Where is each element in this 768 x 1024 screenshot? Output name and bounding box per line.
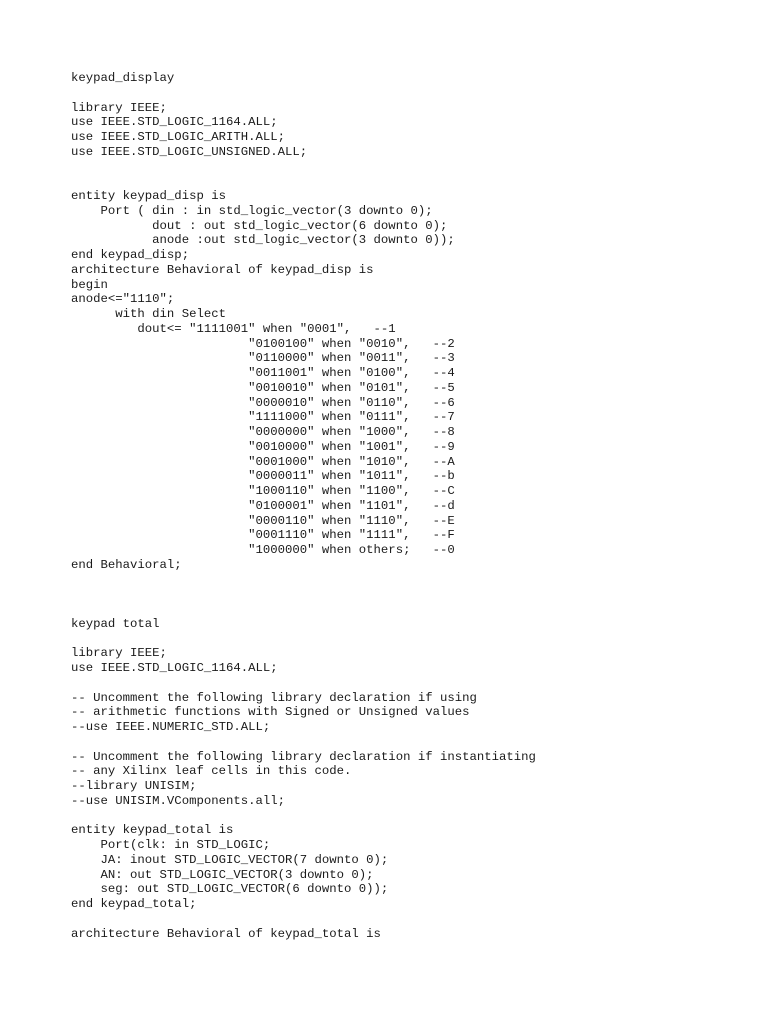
code-line: "0000000" when "1000", --8 (71, 425, 455, 439)
code-line: --use UNISIM.VComponents.all; (71, 793, 286, 808)
code-line: "0100100" when "0010", --2 (71, 336, 455, 351)
code-line: architecture Behavioral of keypad_disp is (71, 262, 374, 277)
code-line: -- arithmetic functions with Signed or Unsigned values (71, 705, 470, 720)
code-line: use IEEE.STD_LOGIC_1164.ALL; (71, 661, 278, 675)
code-line: "1000000" when others; --0 (71, 543, 455, 557)
blank-line (71, 86, 751, 101)
code-line: dout : out std_logic_vector(6 downto 0); (71, 218, 448, 233)
code-line: -- any Xilinx leaf cells in this code. (71, 764, 352, 779)
code-line: library IEEE; (71, 646, 167, 661)
code-line: "0010000" when "1001", --9 (71, 439, 455, 454)
code-line: keypad total (71, 616, 160, 631)
code-line: "0000010" when "0110", --6 (71, 395, 455, 410)
code-line: entity keypad_total is (71, 823, 234, 838)
code-line: library IEEE; (71, 100, 167, 115)
code-line: dout<= "1111001" when "0001", --1 (71, 321, 396, 336)
code-line: "0001110" when "1111", --F (71, 528, 455, 543)
code-line: JA: inout STD_LOGIC_VECTOR(7 downto 0); (71, 852, 389, 867)
code-line: AN: out STD_LOGIC_VECTOR(3 downto 0); (71, 867, 374, 882)
blank-line (71, 602, 751, 617)
blank-line (71, 912, 751, 927)
code-line: architecture Behavioral of keypad_total is (71, 926, 381, 941)
document-page (71, 71, 751, 941)
code-block (71, 71, 751, 941)
blank-line (71, 809, 751, 824)
code-line: end keypad_disp; (71, 248, 190, 262)
code-line: Port(clk: in STD_LOGIC; (71, 838, 271, 852)
code-line: --use IEEE.NUMERIC_STD.ALL; (71, 720, 271, 734)
code-line: "1000110" when "1100", --C (71, 484, 455, 498)
code-line: "0000110" when "1110", --E (71, 513, 455, 528)
code-line: "0000011" when "1011", --b (71, 469, 455, 484)
blank-line (71, 174, 751, 189)
blank-line (71, 735, 751, 750)
blank-line (71, 676, 751, 691)
blank-line (71, 573, 751, 588)
code-line: Port ( din : in std_logic_vector(3 downto 0); (71, 203, 433, 218)
code-line: anode<="1110"; (71, 292, 175, 307)
code-line: "0100001" when "1101", --d (71, 498, 455, 513)
code-line: entity keypad_disp is (71, 189, 226, 203)
code-line: "0110000" when "0011", --3 (71, 351, 455, 366)
blank-line (71, 632, 751, 647)
code-line: use IEEE.STD_LOGIC_1164.ALL; (71, 115, 278, 130)
code-line: with din Select (71, 307, 226, 321)
code-line: use IEEE.STD_LOGIC_ARITH.ALL; (71, 130, 286, 144)
code-line: "0010010" when "0101", --5 (71, 380, 455, 395)
code-line: use IEEE.STD_LOGIC_UNSIGNED.ALL; (71, 144, 308, 159)
blank-line (71, 587, 751, 602)
blank-line (71, 160, 751, 175)
code-line: "0011001" when "0100", --4 (71, 366, 455, 380)
code-line: -- Uncomment the following library declaration if instantiating (71, 749, 536, 764)
code-line: -- Uncomment the following library declaration if using (71, 690, 477, 705)
code-line: "1111000" when "0111", --7 (71, 410, 455, 425)
code-line: begin (71, 277, 108, 292)
code-line: end Behavioral; (71, 557, 182, 572)
code-line: seg: out STD_LOGIC_VECTOR(6 downto 0)); (71, 882, 389, 897)
code-line: end keypad_total; (71, 897, 197, 911)
code-line: "0001000" when "1010", --A (71, 454, 455, 469)
code-line: anode :out std_logic_vector(3 downto 0)); (71, 233, 455, 248)
code-line: keypad_display (71, 71, 175, 85)
code-line: --library UNISIM; (71, 779, 197, 793)
